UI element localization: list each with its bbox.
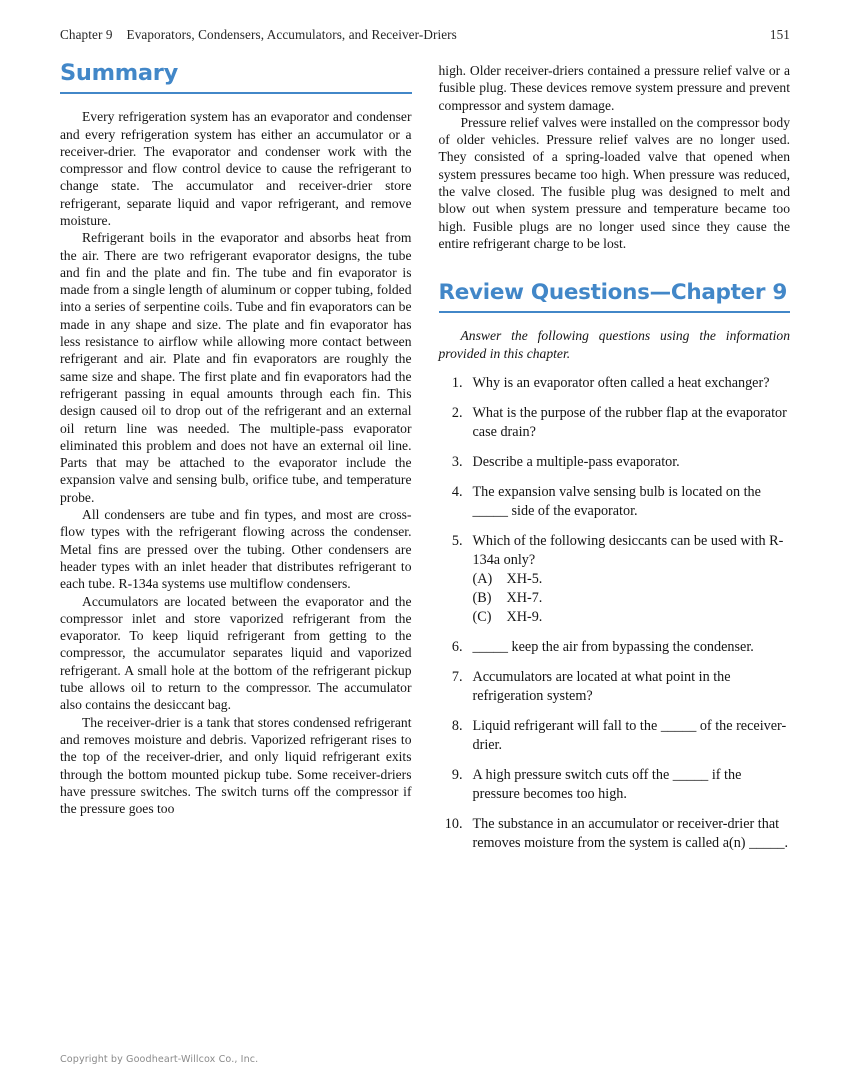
two-column-body — [60, 62, 790, 864]
summary-heading-rule — [60, 92, 412, 95]
list-item — [439, 717, 791, 755]
answer-choice — [473, 608, 791, 627]
review-questions-heading: Review Questions—Chapter 9 — [438, 280, 788, 306]
question-text: A high pressure switch cuts off the _____ if the pressure becomes too high. — [472, 767, 742, 803]
list-item — [439, 404, 791, 442]
question-text: The substance in an accumulator or receiver-drier that removes moisture from the system is called a(n) _____. — [472, 816, 789, 852]
summary-paragraph: Accumulators are located between the evaporator and the compressor inlet and store vaporized refrigerant from the evaporator. To keep liquid refrigerant from getting to the compressor, the accumulator separates liquid and vaporized refrigerant. A small hole at the bottom of the refrigerant pickup tube allows oil to return to the compressor. The accumulator also contains the desiccant bag. — [60, 593, 412, 713]
answer-choice-text: XH-9. — [506, 609, 543, 626]
answer-choice — [473, 570, 791, 589]
question-number: 6. — [451, 639, 463, 656]
list-item — [439, 668, 791, 706]
list-item — [439, 453, 791, 472]
list-item — [439, 374, 791, 393]
summary-paragraph: The receiver-drier is a tank that stores condensed refrigerant and removes moisture and debris. Vaporized refrigerant rises to the top of the receiver-drier, and only liquid refrigerant exits through the bottom mounted pickup tube. Some receiver-driers have pressure switches. The switch turns off the compressor if the pressure goes too — [60, 714, 412, 817]
running-head — [60, 27, 790, 45]
answer-choice — [473, 589, 791, 608]
list-item — [439, 638, 791, 657]
copyright-footer: Copyright by Goodheart-Willcox Co., Inc. — [60, 1054, 259, 1065]
question-number: 4. — [451, 484, 463, 501]
summary-paragraph: Refrigerant boils in the evaporator and absorbs heat from the air. There are two refrigerant evaporator designs, the tube and fin and the plate and fin. The tube and fin evaporator is made from a single length of aluminum or copper tubing, folded into a series of serpentine coils. Tube and fin evaporators can be made in any shape and size. The plate and fin evaporator has less resistance to airflow while allowing more contact between refrigerant and air. Plate and fin evaporators are roughly the same size and shape. The first plate and fin evaporators had the refrigerant passing in equal amounts through each fin. This design caused oil to drop out of the refrigerant and an external oil return line was needed. The multiple-pass evaporator eliminated this problem and does not have an external oil line. Parts that may be attached to the evaporator include the expansion valve and sensing bulb, orifice tube, and temperature probe. — [60, 230, 412, 505]
list-item — [439, 483, 791, 521]
right-column — [439, 62, 791, 864]
question-number: 5. — [451, 533, 463, 550]
question-number: 9. — [451, 767, 463, 784]
list-item — [439, 766, 791, 804]
running-head-left — [60, 27, 457, 43]
running-head-title: Evaporators, Condensers, Accumulators, and Receiver-Driers — [126, 27, 457, 42]
question-text: What is the purpose of the rubber flap at the evaporator case drain? — [472, 405, 787, 441]
review-questions-heading-rule — [439, 311, 791, 314]
question-text: Describe a multiple-pass evaporator. — [472, 454, 680, 471]
page-number: 151 — [769, 27, 790, 42]
answer-choice-label: (C) — [472, 609, 492, 626]
answer-choice-text: XH-5. — [506, 571, 543, 588]
answer-choice-list — [473, 570, 791, 627]
question-number: 7. — [451, 669, 463, 686]
question-text: Liquid refrigerant will fall to the _____ of the receiver-drier. — [472, 718, 787, 754]
question-number: 2. — [451, 405, 463, 422]
summary-paragraph-continued: high. Older receiver-driers contained a pressure relief valve or a fusible plug. These devices remove system pressure and prevent compressor and system damage. — [438, 63, 790, 113]
summary-heading: Summary — [60, 60, 178, 86]
answer-choice-text: XH-7. — [506, 590, 543, 607]
question-number: 8. — [451, 718, 463, 735]
list-item — [439, 532, 791, 627]
answer-choice-label: (B) — [472, 590, 492, 607]
summary-paragraph: All condensers are tube and fin types, and most are cross-flow types with the refrigerant flowing across the condenser. Metal fins are pressed over the tubing. Other condensers are header types with an inlet header that distributes refrigerant to each tube. R-134a systems use multiflow condensers. — [60, 507, 412, 592]
question-text: Which of the following desiccants can be used with R-134a only? — [472, 533, 784, 569]
running-head-chapter: Chapter 9 — [60, 27, 113, 42]
question-text: Why is an evaporator often called a heat exchanger? — [472, 375, 770, 392]
question-number: 10. — [444, 816, 463, 833]
summary-paragraph: Every refrigeration system has an evaporator and condenser and every refrigeration system has either an accumulator or a receiver-drier. The evaporator and condenser work with the compressor and flow control device to cause the refrigerant to change state. The accumulator and receiver-drier store refrigerant, separate liquid and vapor refrigerant, and remove moisture. — [60, 109, 412, 228]
question-number: 3. — [451, 454, 463, 471]
question-text: _____ keep the air from bypassing the condenser. — [472, 639, 754, 656]
review-instruction: Answer the following questions using the information provided in this chapter. — [438, 328, 790, 361]
answer-choice-label: (A) — [472, 571, 493, 588]
question-text: The expansion valve sensing bulb is located on the _____ side of the evaporator. — [472, 484, 761, 520]
list-item — [439, 815, 791, 853]
question-number: 1. — [451, 375, 463, 392]
question-text: Accumulators are located at what point in the refrigeration system? — [472, 669, 731, 705]
summary-paragraph: Pressure relief valves were installed on the compressor body of older vehicles. Pressure relief valves are no longer used. They consisted of a spring-loaded valve that opened when system pressures became too high. When pressure was reduced, the valve closed. The fusible plug was designed to melt and blow out when system pressure and temperature became too high. Fusible plugs are no longer used since they cause the entire refrigerant charge to be lost. — [438, 114, 790, 251]
review-question-list — [439, 374, 791, 853]
left-column — [60, 62, 412, 864]
